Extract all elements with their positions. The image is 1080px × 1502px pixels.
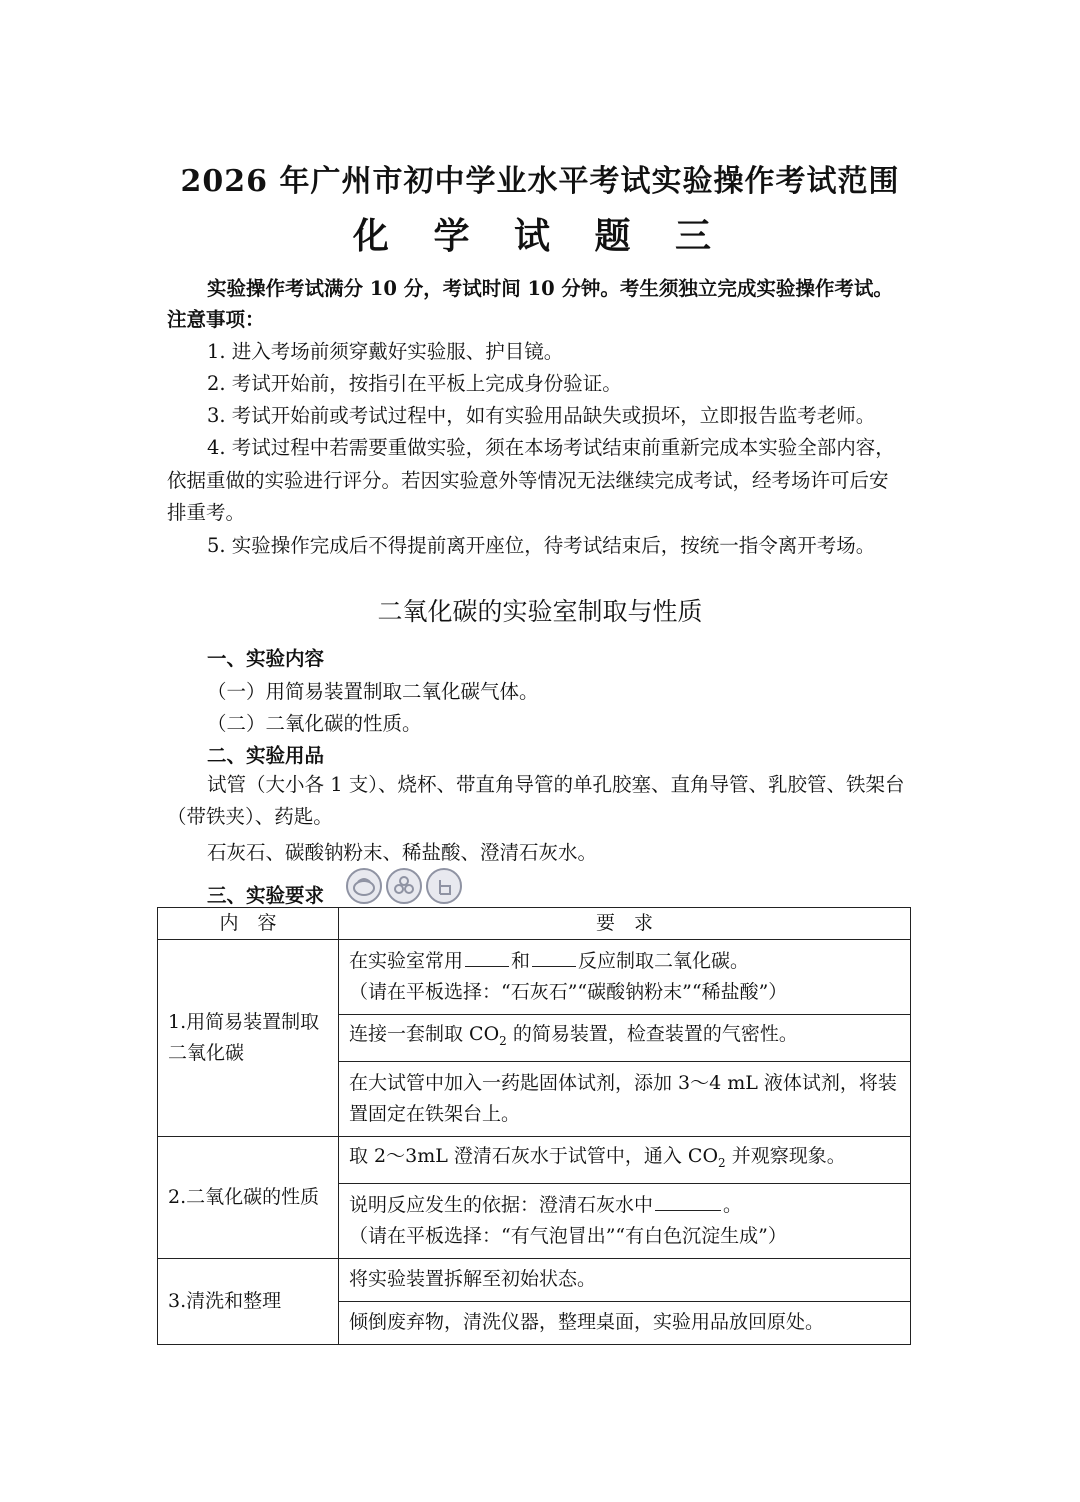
requirement-cell <box>339 1183 911 1258</box>
hand-icon <box>426 868 462 904</box>
notice-item: 1. 进入考场前须穿戴好实验服、护目镜。 <box>207 340 564 363</box>
column-header-content: 内 容 <box>158 908 339 940</box>
notice-item: 3. 考试开始前或考试过程中，如有实验用品缺失或损坏，立即报告监考老师。 <box>207 404 876 427</box>
requirement-text: 取 2～3mL 澄清石灰水于试管中，通入 CO <box>349 1144 719 1167</box>
requirement-icons <box>346 868 462 904</box>
requirement-cell: 在大试管中加入一药匙固体试剂，添加 3～4 mL 液体试剂，将装置固定在铁架台上。 <box>339 1061 911 1136</box>
page-subtitle: 化 学 试 题 三 <box>352 215 728 257</box>
answer-blank[interactable] <box>465 948 509 967</box>
requirement-text: 和 <box>511 950 531 972</box>
section-heading: 三、实验要求 <box>207 884 325 907</box>
requirement-text: 。 <box>723 1193 743 1216</box>
subscript: 2 <box>499 1033 507 1048</box>
requirement-text: 的简易装置，检查装置的气密性。 <box>506 1023 798 1045</box>
requirements-table <box>157 907 911 1345</box>
content-cell: 1.用简易装置制取二氧化碳 <box>158 940 339 1137</box>
requirement-text: 在实验室常用 <box>349 950 464 972</box>
answer-blank[interactable] <box>532 948 576 967</box>
requirement-cell <box>339 1136 911 1183</box>
table-row <box>158 940 911 1015</box>
column-header-requirement: 要 求 <box>339 908 911 940</box>
reagents-text: 石灰石、碳酸钠粉末、稀盐酸、澄清石灰水。 <box>207 841 598 864</box>
table-row <box>158 1136 911 1183</box>
content-cell: 3.清洗和整理 <box>158 1258 339 1344</box>
subscript: 2 <box>718 1155 726 1170</box>
requirement-text: 并观察现象。 <box>725 1144 846 1167</box>
requirement-note: （请在平板选择：“石灰石”“碳酸钠粉末”“稀盐酸”） <box>349 981 788 1003</box>
content-cell: 2.二氧化碳的性质 <box>158 1136 339 1258</box>
experiment-title: 二氧化碳的实验室制取与性质 <box>377 597 703 626</box>
notice-item: 2. 考试开始前，按指引在平板上完成身份验证。 <box>207 372 622 395</box>
answer-blank[interactable] <box>655 1192 721 1211</box>
content-line: （二）二氧化碳的性质。 <box>207 712 422 735</box>
notice-label: 注意事项： <box>167 308 265 331</box>
section-heading: 一、实验内容 <box>207 647 325 670</box>
content-line: （一）用简易装置制取二氧化碳气体。 <box>207 680 539 703</box>
notice-item: 5. 实验操作完成后不得提前离开座位，待考试结束后，按统一指令离开考场。 <box>207 534 876 557</box>
requirement-text: 连接一套制取 CO <box>349 1023 500 1045</box>
requirement-cell: 将实验装置拆解至初始状态。 <box>339 1258 911 1301</box>
table-header-row <box>158 908 911 940</box>
page-title: 2026 年广州市初中学业水平考试实验操作考试范围 <box>180 164 900 199</box>
table-row <box>158 1258 911 1301</box>
notice-item: 4. 考试过程中若需要重做实验，须在本场考试结束前重新完成本实验全部内容，依据重做的实验进行评分。若因实验意外等情况无法继续完成考试，经考场许可后安排重考。 <box>167 436 895 524</box>
section-heading: 二、实验用品 <box>207 744 325 767</box>
fruit-icon <box>346 868 382 904</box>
requirement-text: 反应制取二氧化碳。 <box>578 950 750 972</box>
requirement-cell: 倾倒废弃物，清洗仪器，整理桌面，实验用品放回原处。 <box>339 1301 911 1344</box>
requirement-text: 说明反应发生的依据：澄清石灰水中 <box>349 1193 654 1216</box>
intro-lead: 实验操作考试满分 10 分，考试时间 10 分钟。考生须独立完成实验操作考试。 <box>207 277 893 300</box>
requirement-note: （请在平板选择：“有气泡冒出”“有白色沉淀生成”） <box>349 1224 787 1247</box>
equipment-text: 试管（大小各 1 支）、烧杯、带直角导管的单孔胶塞、直角导管、乳胶管、铁架台（带铁夹）、药匙。 <box>167 773 905 828</box>
molecule-icon <box>386 868 422 904</box>
requirement-cell <box>339 1015 911 1062</box>
requirement-cell <box>339 940 911 1015</box>
